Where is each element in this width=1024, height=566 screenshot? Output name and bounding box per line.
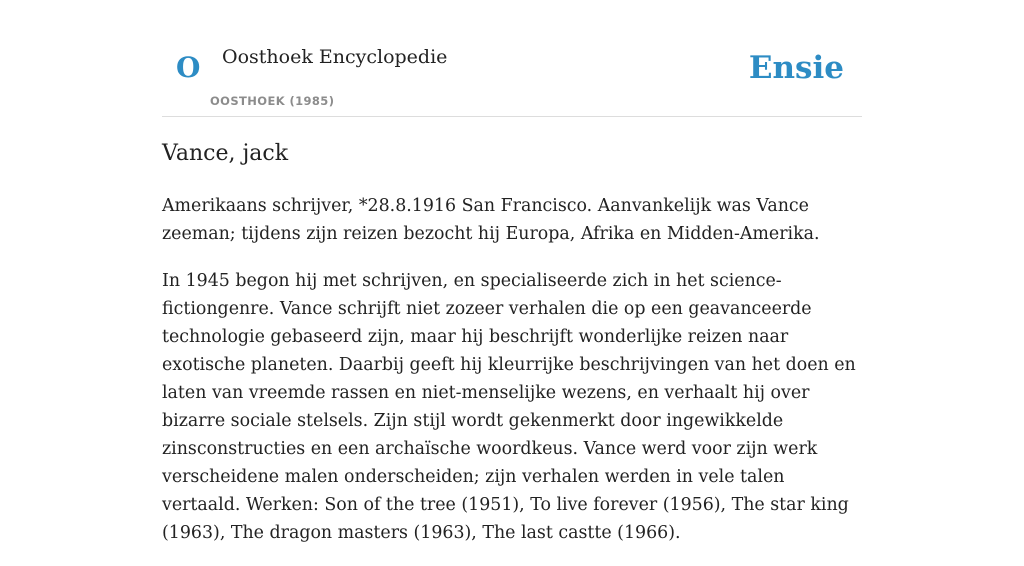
source-initial-badge: O (176, 51, 201, 84)
source-name-link[interactable]: Oosthoek Encyclopedie (222, 46, 448, 68)
entry-title: Vance, jack (162, 141, 289, 166)
entry-body (162, 192, 867, 566)
entry-paragraph: Amerikaans schrijver, *28.8.1916 San Francisco. Aanvankelijk was Vance zeeman; tijdens zijn reizen bezocht hij Europa, Afrika en Midden-Amerika. (162, 196, 820, 244)
entry-paragraph: In 1945 begon hij met schrijven, en specialiseerde zich in het science-fictiongenre. Vance schrijft niet zozeer verhalen die op een geavanceerde technologie gebaseerd zijn, maar hij beschrijft wonderlijke reizen naar exotische planeten. Daarbij geeft hij kleurrijke beschrijvingen van het doen en laten van vreemde rassen en niet-menselijke wezens, en verhaalt hij over bizarre sociale stelsels. Zijn stijl wordt gekenmerkt door ingewikkelde zinsconstructies en een archaïsche woordkeus. Vance werd voor zijn werk verscheidene malen onderscheiden; zijn verhalen werden in vele talen vertaald. Werken: Son of the tree (1951), To live forever (1956), The star king (1963), The dragon masters (1963), The last castte (1966). (162, 271, 856, 543)
ensie-logo[interactable]: Ensie (748, 50, 844, 86)
source-header (162, 0, 862, 117)
source-meta: OOSTHOEK (1985) (210, 94, 335, 108)
